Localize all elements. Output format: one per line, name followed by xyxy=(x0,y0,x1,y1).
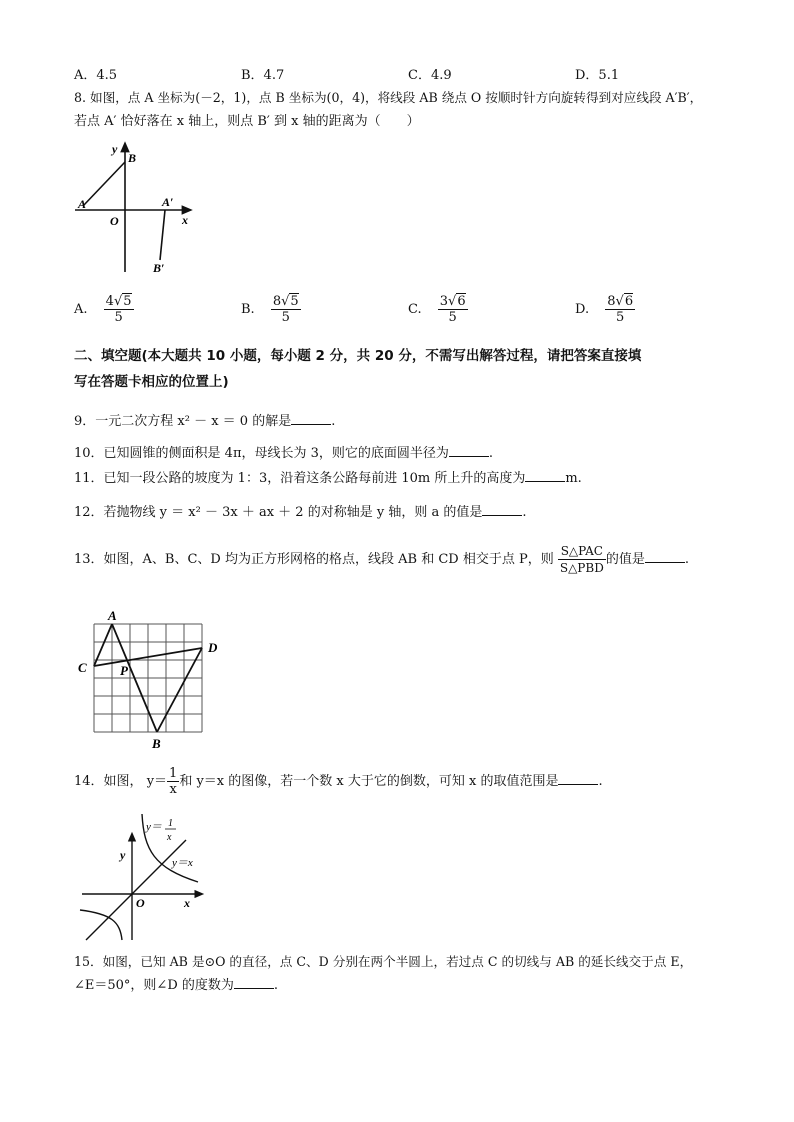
label-a: A xyxy=(78,197,87,211)
q8-option-b-fraction: $\frac{8√5}{5}$ xyxy=(272,294,299,325)
q13-figure xyxy=(74,606,224,752)
q8-option-c-den: 5 xyxy=(448,310,457,325)
q10-text: 10．已知圆锥的侧面积是 4π，母线长为 3，则它的底面圆半径为 xyxy=(74,446,449,461)
q9 xyxy=(74,412,335,432)
label-curve-lhs: y＝ xyxy=(146,821,162,833)
label-o: O xyxy=(110,214,119,228)
q11 xyxy=(74,469,582,489)
q14-fraction xyxy=(167,766,179,797)
q15-stem-line1: 15．如图，已知 AB 是⊙O 的直径，点 C、D 分别在两个半圆上，若过点 C 的切线与 AB 的延长线交于点 E， xyxy=(74,954,693,969)
q8-stem-line1: 8. 如图，点 A 坐标为(－2，1)，点 B 坐标为(0，4)，将线段 AB 绕点 O 按顺时针方向旋转得到对应线段 A′B′， xyxy=(74,90,703,105)
q14-answer-blank[interactable] xyxy=(558,772,598,785)
q13-text: 13．如图，A、B、C、D 均为正方形网格的格点，线段 AB 和 CD 相交于点 P，则 xyxy=(74,552,554,567)
q8-option-a-den: 5 xyxy=(114,310,123,325)
q10-end: . xyxy=(488,446,494,461)
q8-option-d-fraction: $\frac{8√6}{5}$ xyxy=(607,294,634,325)
q8-option-b-letter: B. xyxy=(241,302,255,317)
q8-figure xyxy=(70,140,200,280)
q8-option-a-letter: A. xyxy=(74,302,88,317)
q14 xyxy=(74,766,603,797)
q8-option-c-radicand: 6 xyxy=(457,294,466,309)
q15-end: . xyxy=(273,978,279,993)
section-title-line1: 二、填空题(本大题共 10 小题，每小题 2 分，共 20 分，不需写出解答过程，请把答案直接填 xyxy=(74,348,642,364)
q7-option-b[interactable]: B．4.7 xyxy=(241,68,285,83)
q12-answer-blank[interactable] xyxy=(482,503,522,516)
q13-frac-num: S△PAC xyxy=(558,543,606,560)
q13-fraction xyxy=(558,543,606,576)
q14-text: 14．如图， xyxy=(74,774,143,789)
q8-option-c-coef: 3 xyxy=(439,294,449,309)
q8-option-d-coef: 8 xyxy=(607,294,616,309)
label-b: B xyxy=(152,736,161,751)
segment-bd xyxy=(157,648,202,732)
segment-a-prime-b-prime xyxy=(160,210,165,260)
q11-text: 11．已知一段公路的坡度为 1：3，沿着这条公路每前进 10m 所上升的高度为 xyxy=(74,471,526,486)
q8-option-b[interactable] xyxy=(241,294,301,325)
q9-answer-blank[interactable] xyxy=(291,412,331,425)
q8-option-b-coef: 8 xyxy=(272,294,282,309)
label-line: y＝x xyxy=(172,857,193,869)
q8-option-a[interactable] xyxy=(74,294,134,325)
q12 xyxy=(74,503,526,523)
q12-text: 12．若抛物线 y ＝ x² － 3x ＋ ax ＋ 2 的对称轴是 y 轴，则 a 的值是 xyxy=(74,505,483,520)
q13-text-mid: 的值是 xyxy=(605,552,645,567)
label-a-prime: A′ xyxy=(162,195,174,209)
q14-text-mid: 和 y＝x 的图像，若一个数 x 大于它的倒数，可知 x 的取值范围是 xyxy=(179,774,559,789)
q12-end: . xyxy=(522,505,527,520)
q8-option-d[interactable] xyxy=(575,294,635,325)
q7-option-a[interactable]: A．4.5 xyxy=(74,68,118,83)
label-a: A xyxy=(108,608,117,623)
label-y: y xyxy=(112,142,118,156)
q11-answer-blank[interactable] xyxy=(525,469,565,482)
q8-option-d-letter: D. xyxy=(575,302,590,317)
q8-option-a-radicand: 5 xyxy=(123,294,132,309)
q8-option-b-den: 5 xyxy=(281,310,290,325)
q7-option-c[interactable]: C．4.9 xyxy=(408,68,452,83)
q8-option-d-radicand: 6 xyxy=(624,294,634,309)
section-title-line2: 写在答题卡相应的位置上) xyxy=(74,374,229,390)
label-d: D xyxy=(208,640,218,655)
q8-option-a-fraction: $\frac{4√5}{5}$ xyxy=(105,294,132,325)
label-curve-num: 1 xyxy=(168,818,173,829)
q15-answer-blank[interactable] xyxy=(234,976,274,989)
line-y-equals-x xyxy=(86,840,186,940)
q13 xyxy=(74,543,689,576)
q11-end: m. xyxy=(565,471,582,486)
q8-option-a-coef: 4 xyxy=(105,294,114,309)
q8-option-c-fraction: $\frac{3√6}{5}$ xyxy=(439,294,466,325)
q9-text: 9．一元二次方程 x² － x ＝ 0 的解是 xyxy=(74,414,292,429)
q10 xyxy=(74,444,493,464)
q13-frac-den: S△PBD xyxy=(559,561,604,575)
q10-answer-blank[interactable] xyxy=(449,444,489,457)
q13-end: . xyxy=(684,552,689,567)
label-p: P xyxy=(120,663,128,678)
label-x: x xyxy=(184,896,190,910)
q15-stem-line2 xyxy=(74,976,278,996)
q7-option-d[interactable]: D．5.1 xyxy=(575,68,620,83)
label-y: y xyxy=(120,848,126,862)
label-x: x xyxy=(182,213,188,227)
q14-frac-num: 1 xyxy=(169,766,178,781)
q8-stem-line2: 若点 A′ 恰好落在 x 轴上，则点 B′ 到 x 轴的距离为（ ） xyxy=(74,114,420,129)
label-curve-den: x xyxy=(167,832,172,843)
q8-option-c-letter: C. xyxy=(408,302,422,317)
q8-option-c[interactable] xyxy=(408,294,468,325)
q14-figure xyxy=(76,810,206,942)
q8-option-d-den: 5 xyxy=(616,310,625,325)
segment-ab xyxy=(83,162,125,206)
q14-end: . xyxy=(598,774,603,789)
label-b-prime: B′ xyxy=(153,261,165,275)
label-o: O xyxy=(136,896,145,910)
q8-option-b-radicand: 5 xyxy=(290,294,299,309)
q14-eq-lhs: y＝ xyxy=(146,774,168,789)
q13-answer-blank[interactable] xyxy=(645,550,685,563)
q14-frac-den: x xyxy=(169,782,177,797)
q9-end: . xyxy=(331,414,336,429)
label-c: C xyxy=(78,660,87,675)
q15-text: ∠E＝50°，则∠D 的度数为 xyxy=(74,978,234,993)
label-b: B xyxy=(128,151,137,165)
